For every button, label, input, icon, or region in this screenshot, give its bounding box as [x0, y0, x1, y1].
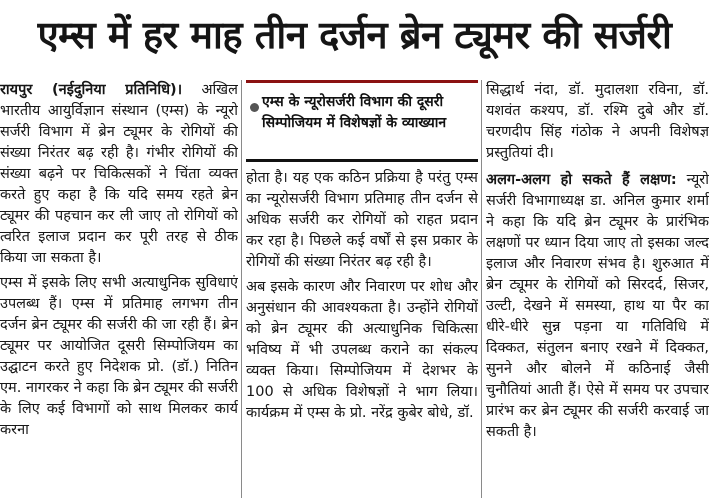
column-divider: [241, 80, 242, 498]
paragraph: अब इसके कारण और निवारण पर शोध और अनुसंधान की आवश्यकता है। उन्होंने रोगियों को ब्रेन ट्यूमर की अत्याधुनिक चिकित्सा भविष्य में भी उपलब्ध कराने का संकल्प व्यक्त किया। सिम्पोजियम में देशभर के 100 से अधिक विशेषज्ञों ने भाग लिया। कार्यक्रम में एम्स के प्रो. नरेंद्र कुबेर बोधे, डॉ.: [246, 279, 478, 421]
byline: रायपुर (नईदुनिया प्रतिनिधि)।: [0, 82, 183, 98]
paragraph: [486, 170, 709, 443]
article-column-2: [246, 80, 478, 498]
paragraph-text: न्यूरो सर्जरी विभागाध्यक्ष डा. अनिल कुमार शर्मा ने कहा कि यदि ब्रेन ट्यूमर के प्रारंभिक लक्षणों पर ध्यान दिया जाए तो इसका जल्द इलाज और निवारण संभव है। शुरुआत में ब्रेन ट्यूमर के रोगियों को सिरदर्द, सिजर, उल्टी, देखने में समस्या, हाथ या पैर का धीरे-धीरे सुन्न पड़ना या गतिविधि में दिक्कत, संतुलन बनाए रखने में दिक्कत, सुनने और बोलने में कठिनाई जैसी चुनौतियां आती हैं। ऐसे में समय पर उपचार प्रारंभ कर ब्रेन ट्यूमर की सर्जरी करवाई जा सकती है।: [486, 172, 709, 440]
subheading: अलग-अलग हो सकते हैं लक्षण:: [486, 172, 677, 188]
headline: एम्स में हर माह तीन दर्जन ब्रेन ट्यूमर की सर्जरी: [37, 13, 672, 57]
accent-bar: [246, 80, 478, 83]
column-divider: [481, 80, 482, 498]
article-column-3: [486, 80, 709, 498]
paragraph: एम्स में इसके लिए सभी अत्याधुनिक सुविधाएं उपलब्ध हैं। एम्स में प्रतिमाह लगभग तीन दर्जन ब्रेन ट्यूमर की सर्जरी की जा रही हैं। ब्रेन ट्यूमर पर आयोजित दूसरी सिम्पोजियम का उद्घाटन करते हुए निदेशक प्रो. (डॉ.) नितिन एम. नागरकर ने कहा कि ब्रेन ट्यूमर की सर्जरी के लिए कई विभागों को साथ मिलकर कार्य करना: [0, 275, 238, 438]
pull-quote-box: [246, 80, 478, 162]
article-column-1: [0, 80, 238, 498]
paragraph-text: अखिल भारतीय आयुर्विज्ञान संस्थान (एम्स) के न्यूरो सर्जरी विभाग में ब्रेन ट्यूमर के रोगियों की संख्या निरंतर बढ़ रही है। गंभीर रोगियों की संख्या बढ़ने पर चिकित्सकों ने चिंता व्यक्त करते हुए कहा है कि यदि समय रहते ब्रेन ट्यूमर की पहचान कर ली जाए तो रोगियों को त्वरित इलाज प्रदान कर पूरी तरह से ठीक किया जा सकता है।: [0, 82, 238, 266]
paragraph: होता है। यह एक कठिन प्रक्रिया है परंतु एम्स का न्यूरोसर्जरी विभाग प्रतिमाह तीन दर्जन से अधिक सर्जरी कर रोगियों को राहत प्रदान कर रहा है। पिछले कई वर्षों से इस प्रकार के रोगियों की संख्या निरंतर बढ़ रही है।: [246, 170, 478, 270]
bullet-icon: [250, 103, 259, 112]
paragraph: सिद्धार्थ नंदा, डॉ. मुदालशा रविना, डॉ. यशवंत कश्यप, डॉ. रश्मि दुबे और डॉ. चरणदीप सिंह गंठोक ने अपनी विशेषज्ञ प्रस्तुतियां दी।: [486, 82, 709, 161]
pull-quote-text: एम्स के न्यूरोसर्जरी विभाग की दूसरी सिम्पोजियम में विशेषज्ञों के व्याख्यान: [262, 94, 447, 131]
divider-bar: [246, 159, 478, 162]
paragraph: [0, 80, 238, 269]
